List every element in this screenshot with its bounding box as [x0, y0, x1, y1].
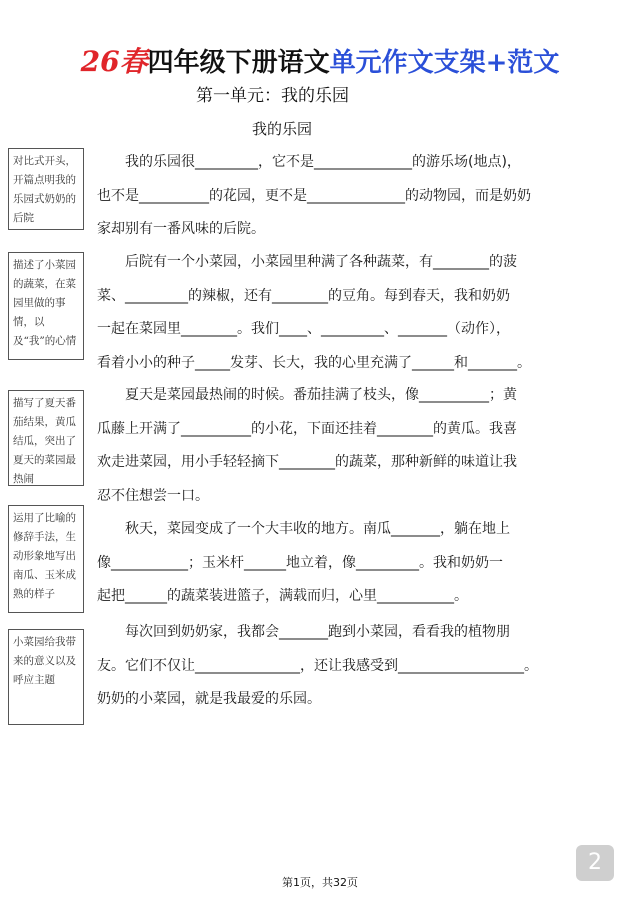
page-badge[interactable]: 2 [576, 845, 614, 881]
paragraph-line: 菜、_________的辣椒，还有________的豆角。每到春天，我和奶奶 [97, 287, 510, 304]
paragraph-4 [97, 513, 545, 614]
paragraph-line: 也不是__________的花园，更不是______________的动物园，而是奶奶 [97, 187, 531, 204]
paragraph-line: 欢走进菜园，用小手轻轻摘下________的蔬菜，那种新鲜的味道让我 [97, 454, 517, 470]
paragraph-line: 看着小小的种子_____发芽、长大，我的心里充满了______和_______。 [97, 354, 531, 371]
side-note-4: 运用了比喻的修辞手法，生动形象地写出南瓜、玉米成熟的样子 [8, 505, 84, 613]
title-grade: 四年级下册语文 [147, 48, 330, 78]
paragraph-line: 我的乐园很_________，它不是______________的游乐场(地点)， [97, 154, 521, 170]
document-title [0, 44, 640, 81]
paragraph-2 [97, 246, 545, 380]
side-note-5: 小菜园给我带来的意义以及呼应主题 [8, 629, 84, 725]
paragraph-line: 友。它们不仅让_______________，还让我感受到__________________。 [97, 657, 538, 674]
essay-title: 我的乐园 [251, 120, 312, 138]
title-semester: 26春 [80, 45, 148, 78]
page-number: 第1页，共32页 [282, 876, 358, 889]
paragraph-5 [97, 616, 545, 717]
paragraph-line: 家却别有一番风味的后院。 [97, 221, 265, 237]
paragraph-line: 一起在菜园里________。我们____、_________、_______（动作）， [97, 321, 510, 337]
paragraph-line: 后院有一个小菜园，小菜园里种满了各种蔬菜，有________的菠 [97, 254, 517, 270]
side-note-3: 描写了夏天番茄结果，黄瓜结瓜，突出了夏天的菜园最热闹 [8, 390, 84, 486]
paragraph-line: 瓜藤上开满了__________的小花，下面还挂着________的黄瓜。我喜 [97, 420, 517, 437]
title-topic: 单元作文支架+范文 [329, 48, 560, 78]
paragraph-line: 忍不住想尝一口。 [97, 487, 209, 504]
paragraph-line: 像___________；玉米杆______地立着，像_________。我和奶奶一 [97, 554, 503, 571]
side-note-2: 描述了小菜园的蔬菜，在菜园里做的事情，以及“我”的心情 [8, 252, 84, 360]
paragraph-line: 每次回到奶奶家，我都会_______跑到小菜园，看看我的植物朋 [97, 624, 510, 640]
paragraph-1 [97, 146, 545, 247]
paragraph-line: 起把______的蔬菜装进篮子，满载而归，心里___________。 [97, 588, 468, 604]
paragraph-3 [97, 379, 545, 513]
paragraph-line: 奶奶的小菜园，就是我最爱的乐园。 [97, 691, 321, 707]
side-note-1: 对比式开头，开篇点明我的乐园式奶奶的后院 [8, 148, 84, 230]
paragraph-line: 秋天，菜园变成了一个大丰收的地方。南瓜_______，躺在地上 [97, 521, 510, 537]
paragraph-line: 夏天是菜园最热闹的时候。番茄挂满了枝头，像__________；黄 [97, 387, 517, 403]
unit-title: 第一单元：我的乐园 [196, 86, 349, 106]
